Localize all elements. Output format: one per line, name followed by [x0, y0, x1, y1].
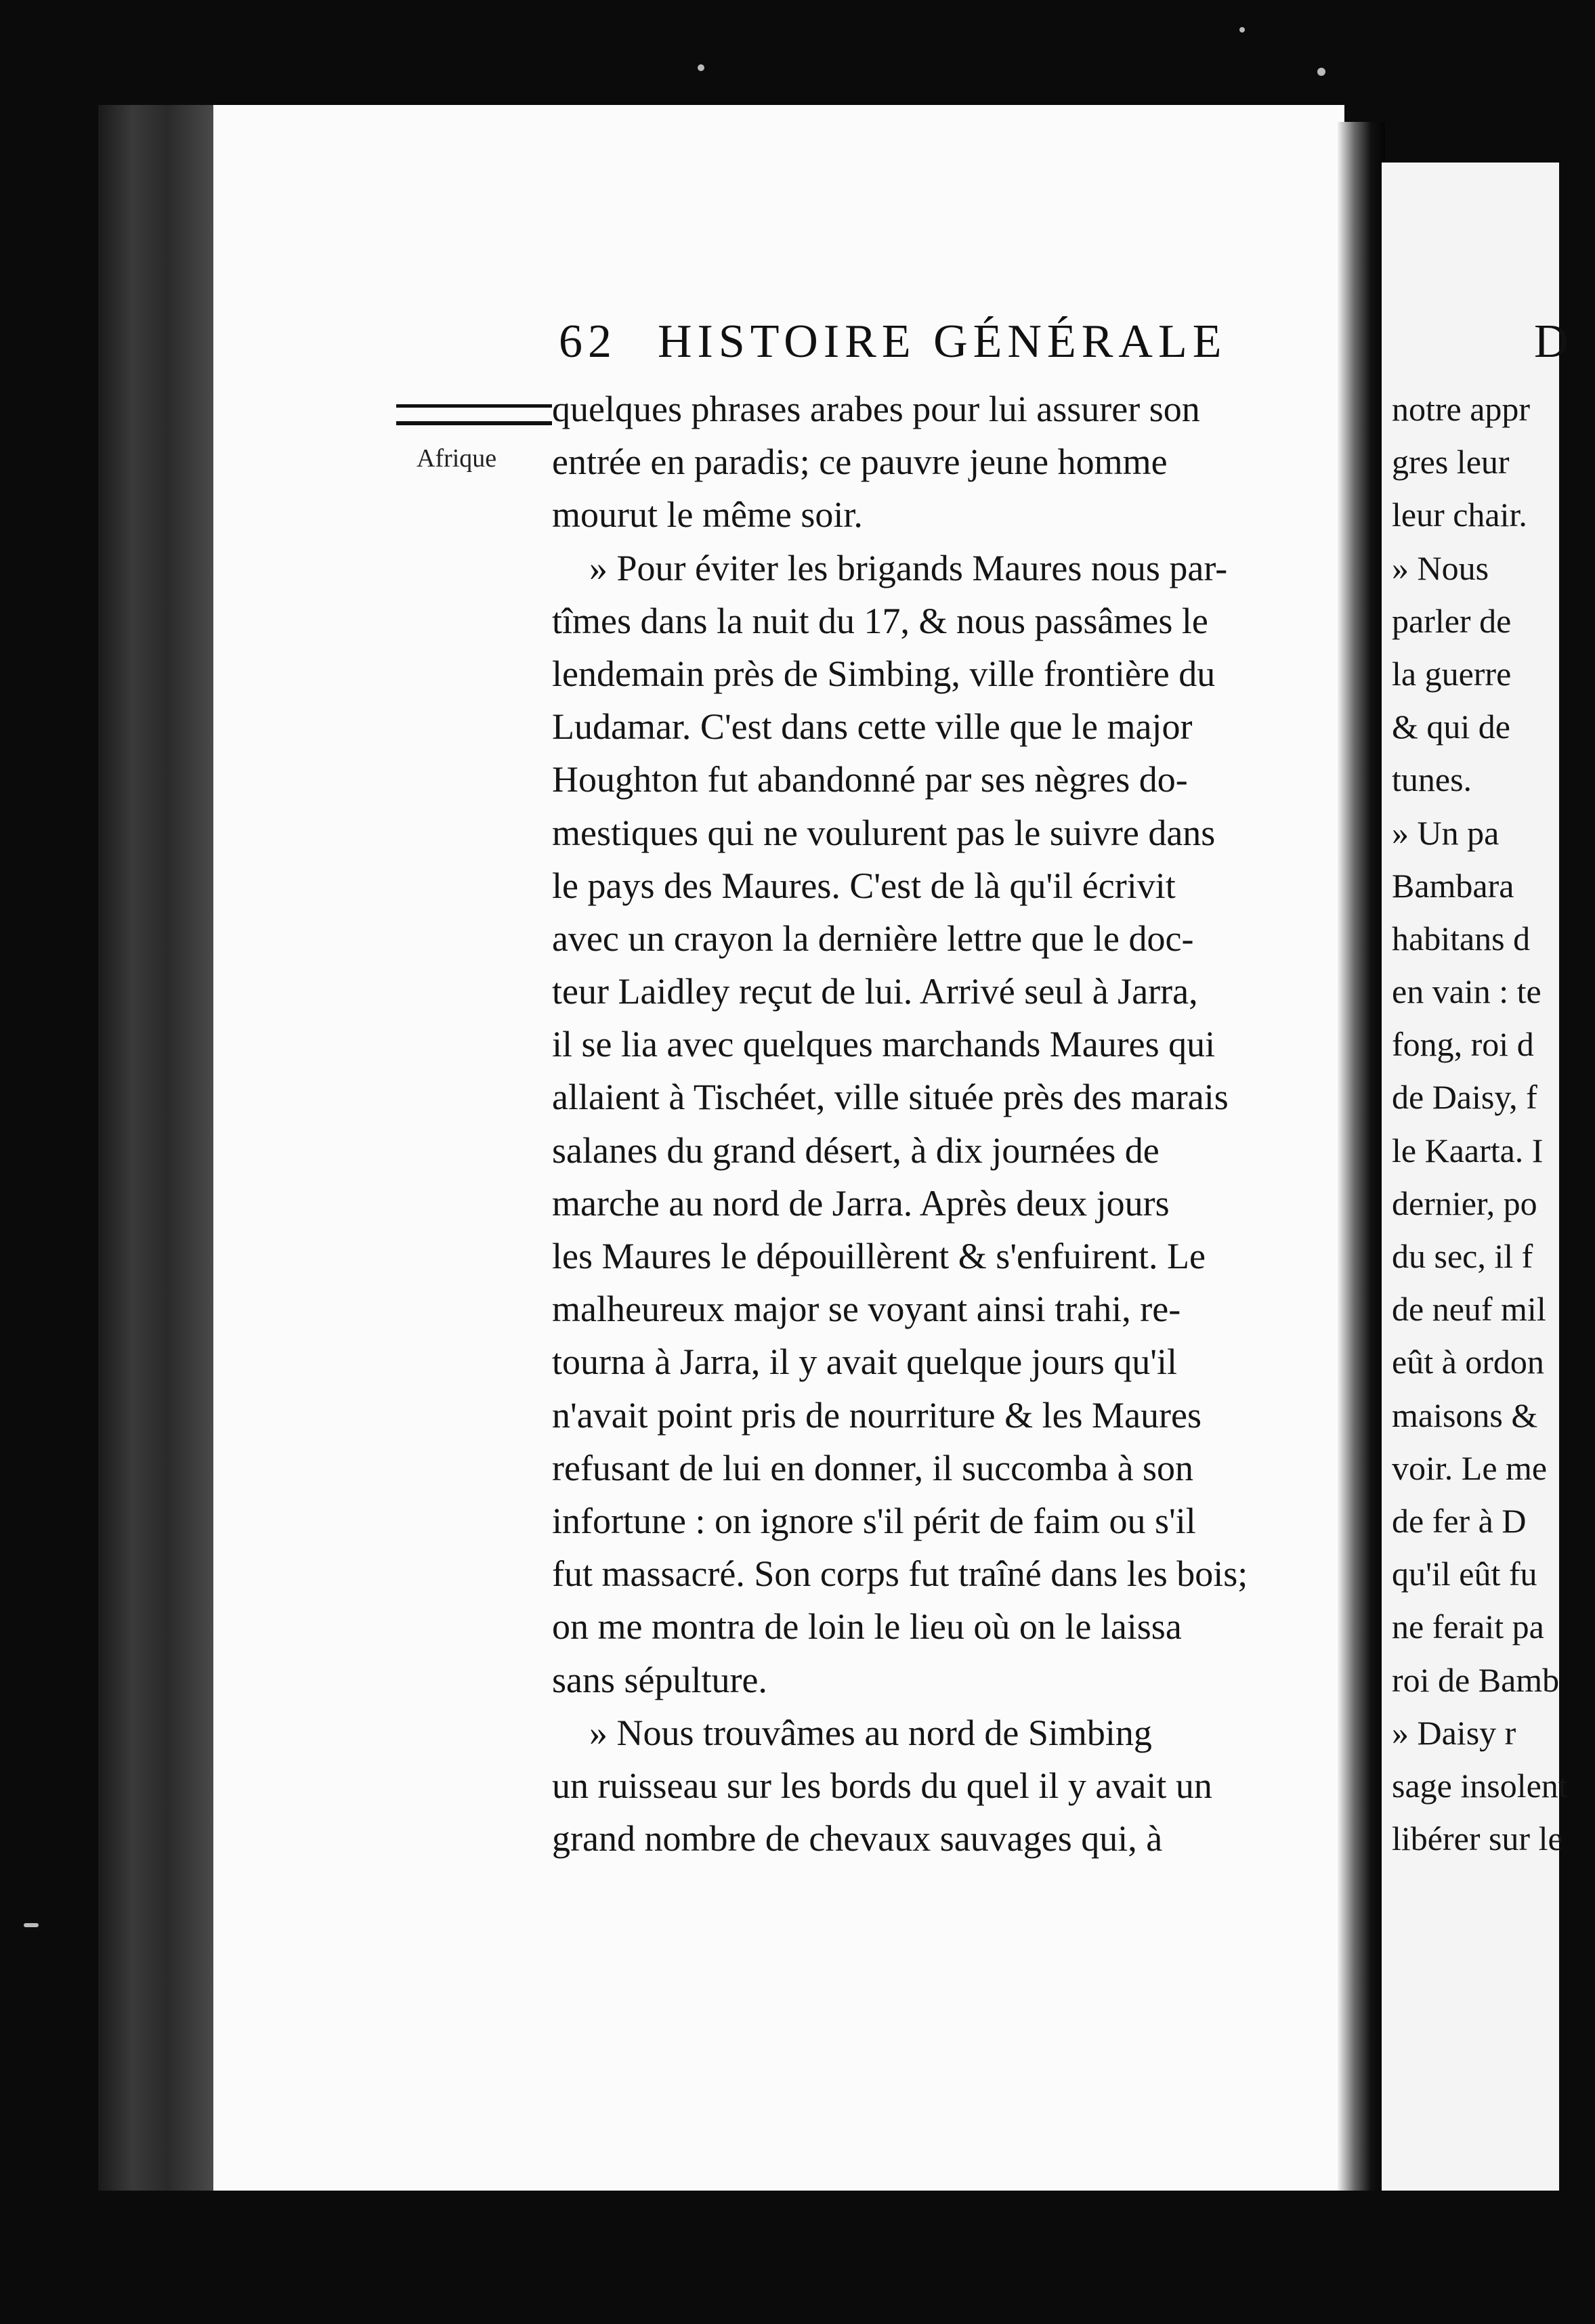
text-line: » Nous [1392, 548, 1489, 587]
dust-speck [24, 1923, 39, 1927]
text-line: teur Laidley reçut de lui. Arrivé seul à Jarra, [552, 971, 1198, 1012]
text-line: un ruisseau sur les bords du quel il y avait un [552, 1765, 1212, 1806]
right-running-head-fragment: D [1534, 316, 1569, 368]
running-head [559, 315, 1344, 369]
text-line: ne ferait pa [1392, 1608, 1544, 1646]
text-line: dernier, po [1392, 1184, 1537, 1222]
text-line: allaient à Tischéet, ville située près des marais [552, 1077, 1229, 1118]
text-line: entrée en paradis; ce pauvre jeune homme [552, 442, 1168, 483]
page-number: 62 [559, 316, 617, 368]
text-line: de fer à D [1392, 1501, 1527, 1540]
text-line: mestiques qui ne voulurent pas le suivre dans [552, 812, 1216, 853]
text-line: de Daisy, f [1392, 1078, 1537, 1117]
text-line: » Daisy r [1392, 1713, 1516, 1752]
text-line: tunes. [1392, 760, 1472, 799]
right-page-body-text [1392, 383, 1595, 1865]
dust-speck [1317, 68, 1325, 76]
text-line: il se lia avec quelques marchands Maures qui [552, 1024, 1216, 1065]
text-line: du sec, il f [1392, 1237, 1533, 1275]
dust-speck [698, 64, 704, 71]
text-line: fut massacré. Son corps fut traîné dans les bois; [552, 1553, 1248, 1595]
left-page-body-text [552, 383, 1338, 1865]
text-line: Ludamar. C'est dans cette ville que le major [552, 706, 1193, 748]
text-line: marche au nord de Jarra. Après deux jours [552, 1182, 1170, 1224]
text-line: infortune : on ignore s'il périt de faim ou s'il [552, 1500, 1196, 1541]
text-line: salanes du grand désert, à dix journées de [552, 1129, 1160, 1171]
book-gutter [1338, 122, 1385, 2191]
text-line: fong, roi d [1392, 1025, 1534, 1064]
text-line: tourna à Jarra, il y avait quelque jours qu'il [552, 1341, 1177, 1383]
text-line: refusant de lui en donner, il succomba à son [552, 1447, 1194, 1488]
text-line: qu'il eût fu [1392, 1555, 1537, 1593]
text-line: sans sépulture. [552, 1659, 767, 1700]
text-line: mourut le même soir. [552, 494, 863, 536]
text-line: » Pour éviter les brigands Maures nous par- [589, 547, 1228, 588]
text-line: le pays des Maures. C'est de là qu'il écrivit [552, 865, 1176, 906]
text-line: les Maures le dépouillèrent & s'enfuirent. Le [552, 1236, 1206, 1276]
text-line: lendemain près de Simbing, ville frontière du [552, 653, 1216, 694]
text-line: » Nous trouvâmes au nord de Simbing [589, 1712, 1152, 1753]
text-line: leur chair. [1392, 496, 1527, 534]
text-line: n'avait point pris de nourriture & les Maures [552, 1394, 1202, 1436]
text-line: quelques phrases arabes pour lui assurer son [552, 389, 1200, 429]
text-line: le Kaarta. I [1392, 1131, 1544, 1169]
margin-note: Afrique [417, 444, 497, 473]
text-line: avec un crayon la dernière lettre que le doc- [552, 918, 1194, 959]
text-line: la guerre [1392, 654, 1512, 693]
text-line: en vain : te [1392, 972, 1541, 1011]
text-line: maisons & [1392, 1396, 1538, 1434]
text-line: » Un pa [1392, 813, 1500, 852]
text-line: malheureux major se voyant ainsi trahi, re- [552, 1289, 1181, 1330]
book-binding-edge [98, 105, 213, 2191]
text-line: parler de [1392, 601, 1512, 640]
right-page-text-clip [1382, 163, 1568, 2191]
text-line: Bambara [1392, 866, 1514, 905]
text-line: on me montra de loin le lieu où on le laissa [552, 1606, 1182, 1648]
text-line: notre appr [1392, 390, 1531, 428]
text-line: libérer sur le [1392, 1820, 1563, 1858]
text-line: gres leur [1392, 443, 1510, 481]
text-line: tîmes dans la nuit du 17, & nous passâmes le [552, 600, 1208, 641]
text-line: voir. Le me [1392, 1448, 1548, 1487]
text-line: habitans d [1392, 919, 1531, 957]
text-line: eût à ordon [1392, 1343, 1544, 1381]
dust-speck [1239, 27, 1245, 33]
margin-ornament-rule [396, 404, 552, 425]
text-line: Houghton fut abandonné par ses nègres do- [552, 759, 1188, 800]
text-line: grand nombre de chevaux sauvages qui, à [552, 1818, 1163, 1859]
running-head-title: HISTOIRE GÉNÉRALE [658, 316, 1227, 368]
text-line: & qui de [1392, 708, 1510, 746]
text-line: sage insolent [1392, 1766, 1568, 1805]
text-line: de neuf mil [1392, 1290, 1546, 1329]
text-line: roi de Bamb [1392, 1660, 1560, 1699]
